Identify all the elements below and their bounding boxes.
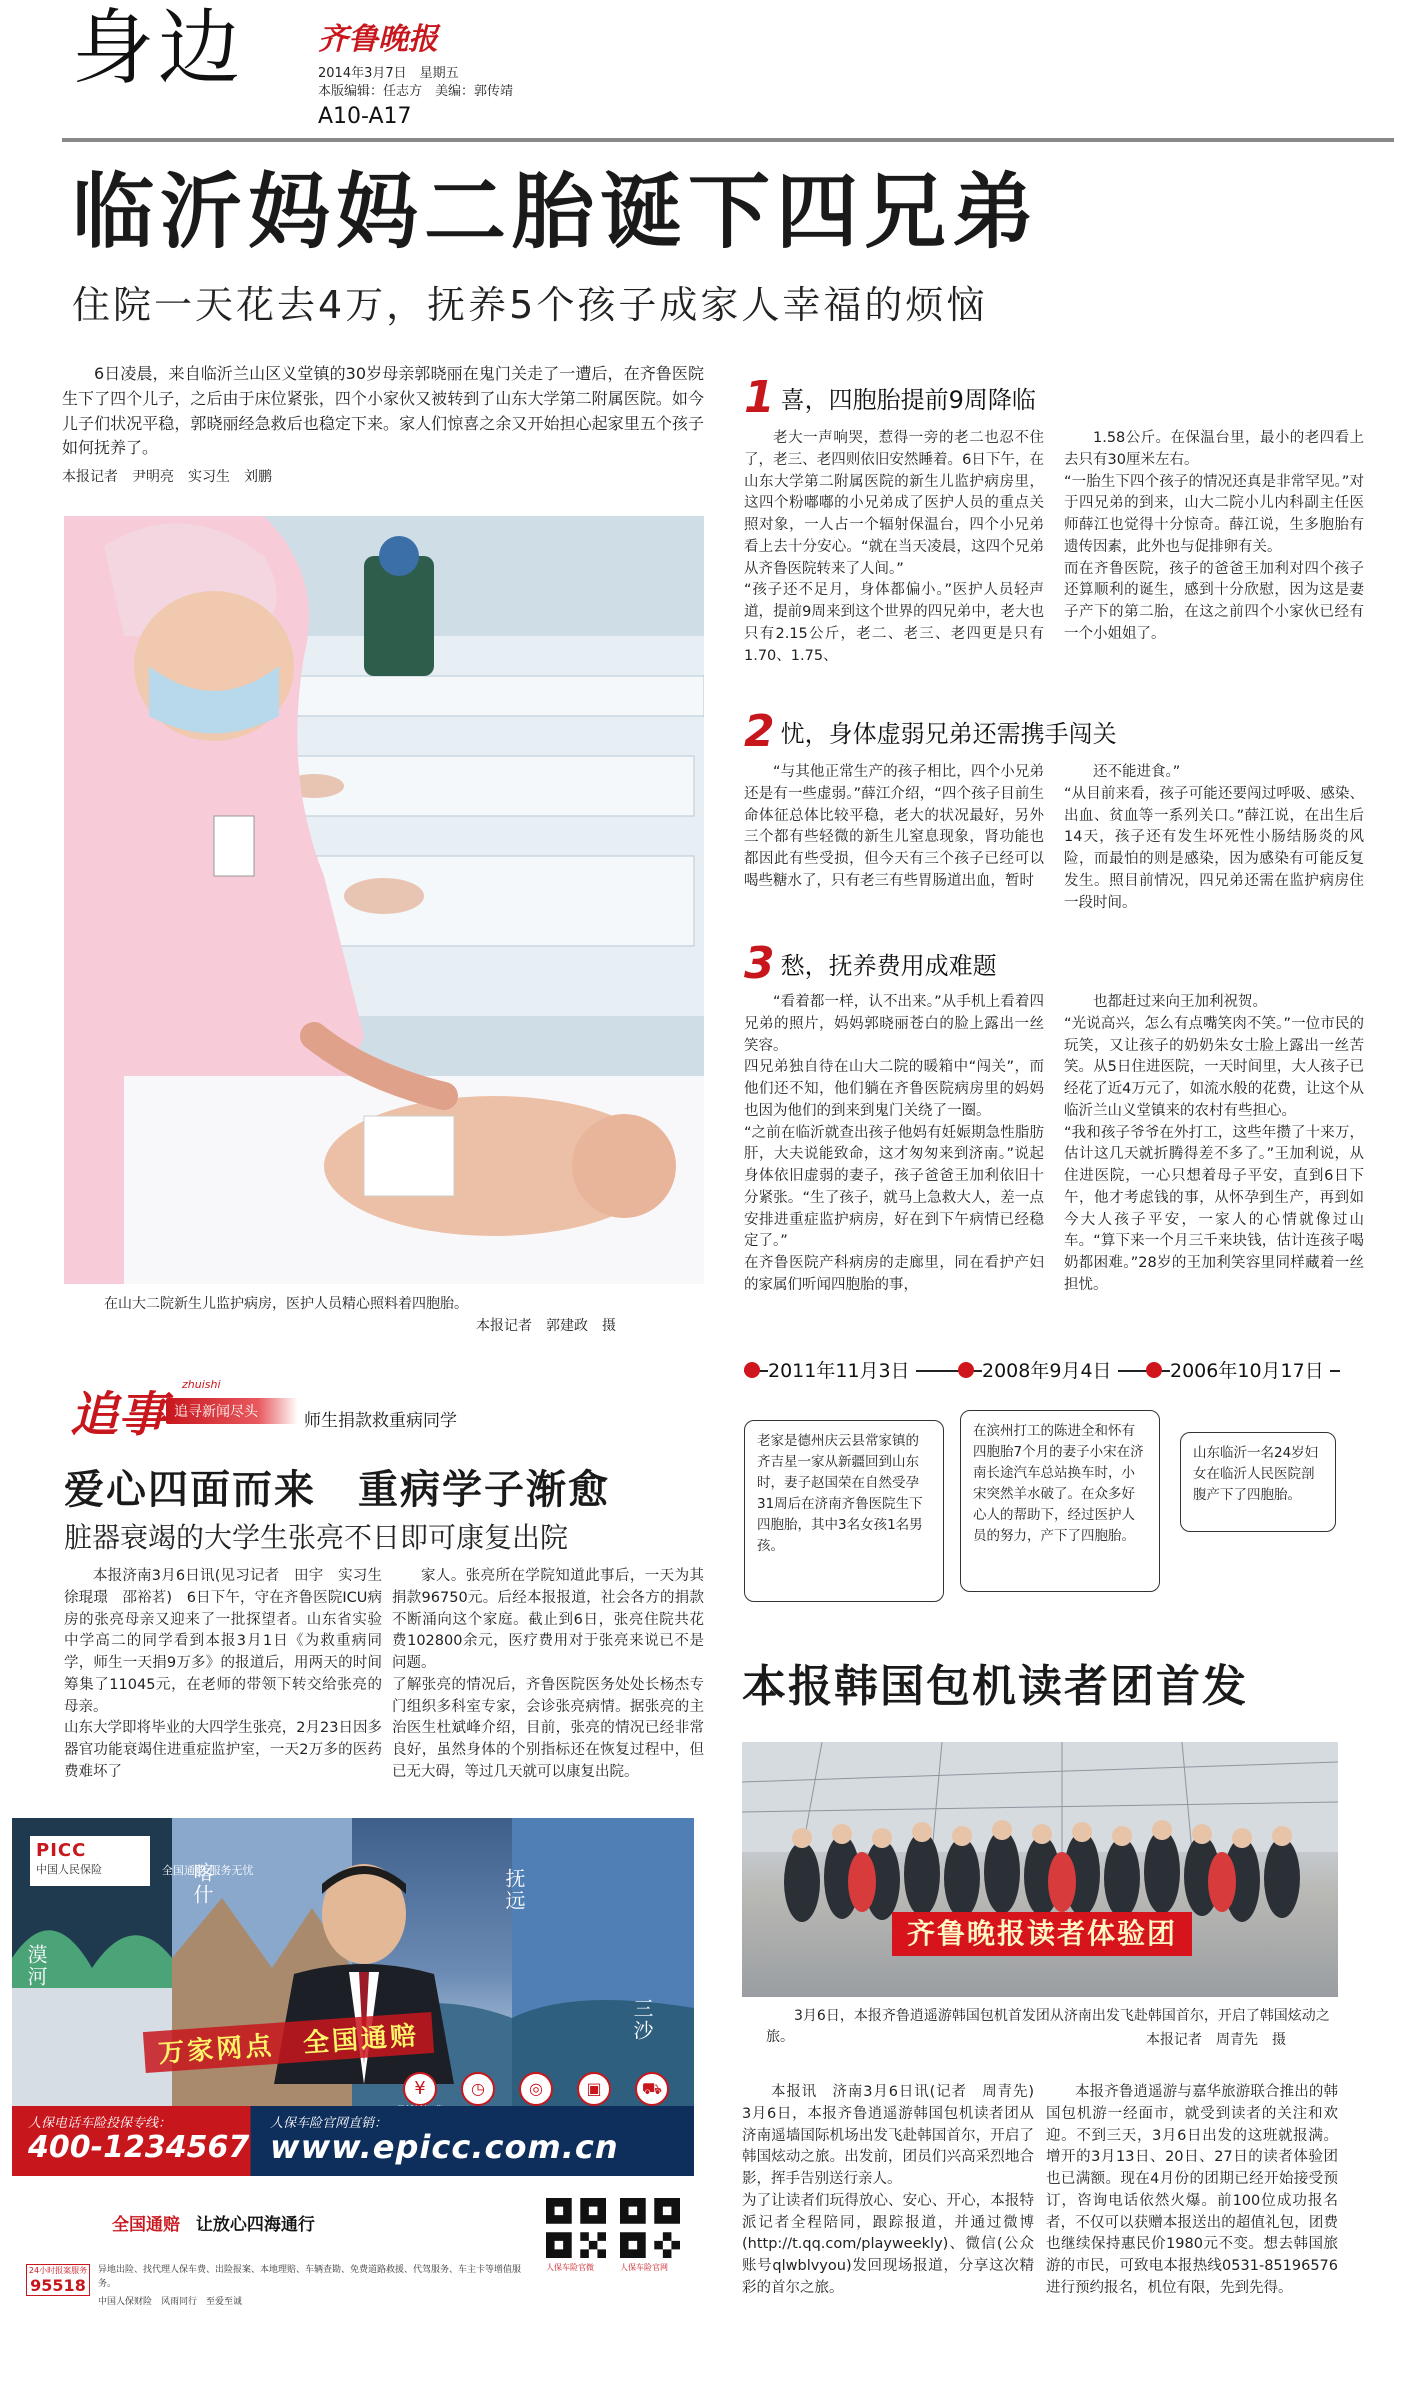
timeline-note-2: 在滨州打工的陈进全和怀有四胞胎7个月的妻子小宋在济南长途汽车总站换车时，小宋突然羊水破了。在众多好心人的帮助下，经过医护人员的努力，产下了四胞胎。 [960,1410,1160,1592]
qr-label: 人保车险官网 [620,2263,668,2272]
ad-fine-print-2: 中国人保财险 风雨同行 至爱至诚 [98,2297,243,2307]
travel-photo-credit: 本报记者 周青先 摄 [1146,2032,1286,2048]
ad-fine-print: 异地出险、找代理人保车费、出险报案、本地理赔、车辆查勘、免费道路救援、代驾服务、车主卡等增值服务。 [98,2265,522,2289]
place-fuyuan: 抚远 [502,1868,526,1912]
section-title: 忧，身体虚弱兄弟还需携手闯关 [780,720,1117,748]
timeline-note-3: 山东临沂一名24岁妇女在临沂人民医院剖腹产下了四胞胎。 [1180,1432,1336,1532]
section-title: 身边 [72,1,245,96]
qr-code-icon [546,2198,606,2258]
qr-site[interactable] [620,2198,686,2273]
picc-brand-cn: 中国人民保险 [36,1863,102,1876]
ad-contact-strip [12,2106,694,2176]
hotline-number[interactable]: 95518 [30,2276,86,2295]
main-photo-credit: 本报记者 郭建政 摄 [476,1318,616,1334]
timeline-dot [958,1362,974,1378]
picc-brand-sub: 全国通赔 服务无忧 [162,1864,254,1877]
timeline-note-1: 老家是德州庆云县常家镇的齐吉星一家从新疆回到山东时，妻子赵国荣在自然受孕31周后在济南齐鲁医院生下四胞胎，其中3名女孩1名男孩。 [744,1420,944,1602]
tagline-main: 让放心四海通行 [195,2215,315,2235]
phone-number[interactable]: 400-1234567 [28,2130,250,2165]
ad-footer [12,2176,694,2332]
main-byline: 本报记者 尹明亮 实习生 刘鹏 [62,469,272,485]
tagline-red: 全国通赔 [112,2215,180,2235]
main-headline: 临沂妈妈二胎诞下四兄弟 [72,165,1041,260]
section-2-col1: “与其他正常生产的孩子相比，四个小兄弟还是有一些虚弱。”薛江介绍，“四个孩子目前生命体征总体比较平稳，老大的状况最好，另外三个都有些轻微的新生儿窒息现象，肾功能也都因此有些受损，但今天有三个孩子已经可以喝些糖水了，只有老三有些胃肠道出血，暂时 [744,764,1044,889]
nurse-and-babies-illustration [64,516,704,1284]
section-3-heading [744,938,997,989]
travel-photo-caption: 3月6日，本报齐鲁逍遥游韩国包机首发团从济南出发飞赴韩国首尔，开启了韩国炫动之旅。 [766,2008,1330,2045]
hotline-box [26,2264,90,2296]
qr-weibo[interactable] [546,2198,612,2273]
timeline-dot [1146,1362,1162,1378]
timeline-date-text: 2008年9月4日 [982,1356,1118,1383]
followup-col1: 本报济南3月6日讯(见习记者 田宇 实习生 徐琨璟 邵裕茗) 6日下午，守在齐鲁医院ICU病房的张亮母亲又迎来了一批探望者。山东省实验中学高二的同学看到本报3月1日《为救重病同学，师生一天捐9万多》的报道后，用两天的时间筹集了11045元，在老师的带领下转交给张亮的母亲。 山东大学即将毕业的大四学生张亮，2月23日因多器官功能衰竭住进重症监护室，一天2万多的医药费难坏了 [64,1568,382,1780]
ad-slogan: 万家网点 全国通赔 [143,2012,434,2073]
followup-headline: 爱心四面而来 重病学子渐愈 [64,1467,610,1513]
header-rule [62,138,1394,142]
web-url[interactable]: www.epicc.com.cn [270,2128,619,2166]
picc-logo-box [30,1836,150,1886]
page-range: A10-A17 [318,104,412,129]
zhuishi-strip: 追寻新闻尽头 [166,1398,298,1424]
followup-subhead: 脏器衰竭的大学生张亮不日即可康复出院 [64,1521,569,1554]
clock-icon: ◷ [461,2072,495,2106]
place-mohe: 漠河 [24,1944,48,1988]
reader-group-banner: 齐鲁晚报读者体验团 [892,1912,1192,1956]
place-kashi: 喀什 [190,1862,214,1906]
timeline-dot [744,1362,760,1378]
editor-line: 本版编辑：任志方 美编：郭传靖 [318,84,514,99]
qr-code-icon [620,2198,680,2258]
timeline-date-2 [958,1356,1118,1383]
lead-paragraph: 6日凌晨，来自临沂兰山区义堂镇的30岁母亲郭晓丽在鬼门关走了一遭后，在齐鲁医院生下了四个儿子，之后由于床位紧张，四个小家伙又被转到了山东大学第二附属医院。如今儿子们状况平稳，郭晓丽经急救后也稳定下来。家人们惊喜之余又开始担心起家里五个孩子如何抚养了。 [62,364,704,458]
web-label: 人保车险官网直销： [270,2116,388,2131]
travel-headline: 本报韩国包机读者团首发 [742,1661,1248,1712]
section-1-heading [744,372,1036,423]
travel-col2: 本报齐鲁逍遥游与嘉华旅游联合推出的韩国包机游一经面市，就受到读者的关注和欢迎。不到三天，3月6日出发的这班就报满。增开的3月13日、20日、27日的读者体验团也已满额。现在4月份的团期已经开始接受预订，咨询电话依然火爆。前100位成功报名者，不仅可以获赠本报送出的超值礼包，团费也继续保持惠民价1980元不变。想去韩国旅游的市民，可致电本报热线0531-85196576进行预约报名，机位有限，先到先得。 [1046,2084,1338,2296]
section-title: 愁，抚养费用成难题 [780,952,997,980]
group-photo-illustration [742,1742,1338,1997]
main-photo [64,516,704,1284]
section-number: 2 [744,706,775,757]
zhuishi-logo: 追事 [70,1387,167,1443]
timeline-date-3 [1146,1356,1330,1383]
section-3-col1: “看着都一样，认不出来。”从手机上看着四兄弟的照片，妈妈郭晓丽苍白的脸上露出一丝笑容。 四兄弟独自待在山大二院的暖箱中“闯关”，而他们还不知，他们躺在齐鲁医院病房里的妈妈也因为他们的到来到鬼门关绕了一圈。 “之前在临沂就查出孩子他妈有妊娠期急性脂肪肝，大夫说能致命，这才匆匆来到济南。”说起身体依旧虚弱的妻子，孩子爸爸王加利依旧十分紧张。“生了孩子，就马上急救大人，差一点安排进重症监护病房，好在到下午病情已经稳定了。” 在齐鲁医院产科病房的走廊里，同在看护产妇的家属们听闻四胞胎的事， [744,994,1044,1293]
travel-photo [742,1742,1338,1997]
ad-tagline [112,2210,315,2235]
section-3-col2: 也都赶过来向王加利祝贺。 “光说高兴，怎么有点嘴笑肉不笑。”一位市民的玩笑，又让孩子的奶奶朱女士脸上露出一丝苦笑。从5日住进医院，一天时间里，大人孩子已经花了近4万元了，如流水般的花费，让这个从临沂兰山义堂镇来的农村有些担心。 “我和孩子爷爷在外打工，这些年攒了十来万，估计这几天就折腾得差不多了。”王加利说，从住进医院，一心只想着母子平安，直到6日下午，他才考虑钱的事，从怀孕到生产，再到如今大人孩子平安，一家人的心情就像过山车。“算下来一个月三千来块钱，估计连孩子喝奶都困难。”28岁的王加利笑容里同样藏着一丝担忧。 [1064,994,1364,1293]
timeline-date-text: 2011年11月3日 [768,1356,916,1383]
issue-date: 2014年3月7日 星期五 [318,66,459,81]
hotline-label: 24小时报案服务 [28,2266,88,2275]
main-photo-caption: 在山大二院新生儿监护病房，医护人员精心照料着四胞胎。 [104,1296,468,1312]
section-2-heading [744,706,1117,757]
device-icon: ▣ [577,2072,611,2106]
section-1-col2: 1.58公斤。在保温台里，最小的老四看上去只有30厘米左右。 “一胎生下四个孩子的情况还真是非常罕见。”对于四兄弟的到来，山大二院小儿内科副主任医师薛江也觉得十分惊奇。薛江说，生多胞胎有遗传因素，此外也与促排卵有关。 而在齐鲁医院，孩子的爸爸王加利对四个孩子还算顺利的诞生，感到十分欣慰，因为这是妻子产下的第二胎，在这之前四个小家伙已经有一个小姐姐了。 [1064,430,1364,642]
place-sansha: 三沙 [630,1998,654,2042]
travel-col1: 本报讯 济南3月6日讯(记者 周青先) 3月6日，本报齐鲁逍遥游韩国包机读者团从济南遥墙国际机场出发飞赴韩国首尔，开启了韩国炫动之旅。出发前，团员们兴高采烈地合影，挥手告别送行亲人。 为了让读者们玩得放心、安心、开心，本报特派记者全程陪同，跟踪报道，并通过微博(http://t.qq.com/playweekly)、微信(公众账号qlwblvyou)发回现场报道，分享这次精彩的首尔之旅。 [742,2084,1034,2296]
paper-logo: 齐鲁晚报 [318,22,438,57]
section-title: 喜，四胞胎提前9周降临 [780,386,1036,414]
timeline-date-text: 2006年10月17日 [1170,1356,1330,1383]
section-number: 1 [744,372,775,423]
tow-truck-icon: ⛟ [635,2072,669,2106]
picc-logo: PICC [36,1840,87,1861]
qr-label: 人保车险官微 [546,2263,594,2272]
section-2-col2: 还不能进食。” “从目前来看，孩子可能还要闯过呼吸、感染、出血、贫血等一系列关口。”薛江说，在出生后14天，孩子还有发生坏死性小肠结肠炎的风险，而最怕的则是感染，因为感染有可能反复发生。照目前情况，四兄弟还需在监护病房住一段时间。 [1064,764,1364,911]
section-1-col1: 老大一声响哭，惹得一旁的老二也忍不住了，老三、老四则依旧安然睡着。6日下午，在山东大学第二附属医院的新生儿监护病房里，这四个粉嘟嘟的小兄弟成了医护人员的重点关照对象，一人占一个辐射保温台，四个小兄弟看上去十分安心。“就在当天凌晨，这四个兄弟从齐鲁医院转来了人间。” “孩子还不足月，身体都偏小。”医护人员轻声道，提前9周来到这个世界的四兄弟中，老大也只有2.15公斤，老二、老三、老四更是只有1.70、1.75、 [744,430,1044,664]
timeline-date-1 [744,1356,916,1383]
section-number: 3 [744,938,775,989]
phone-label: 人保电话车险投保专线： [28,2116,172,2131]
picc-advertisement[interactable] [12,1818,694,2332]
followup-tagline: 师生捐款救重病同学 [304,1411,457,1431]
main-subhead: 住院一天花去4万，抚养5个孩子成家人幸福的烦恼 [72,283,988,327]
discount-icon: ¥ [403,2072,437,2106]
globe-icon: ◎ [519,2072,553,2106]
followup-col2: 家人。张亮所在学院知道此事后，一天为其捐款96750元。后经本报报道，社会各方的捐款不断涌向这个家庭。截止到6日，张亮住院共花费102800余元，医疗费用对于张亮来说已不是问题。 了解张亮的情况后，齐鲁医院医务处处长杨杰专门组织多科室专家，会诊张亮病情。据张亮的主治医生杜斌峰介绍，目前，张亮的情况已经非常良好，虽然身体的个别指标还在恢复过程中，但已无大碍，等过几天就可以康复出院。 [392,1568,704,1780]
zhuishi-pinyin: zhuishi [182,1378,221,1391]
